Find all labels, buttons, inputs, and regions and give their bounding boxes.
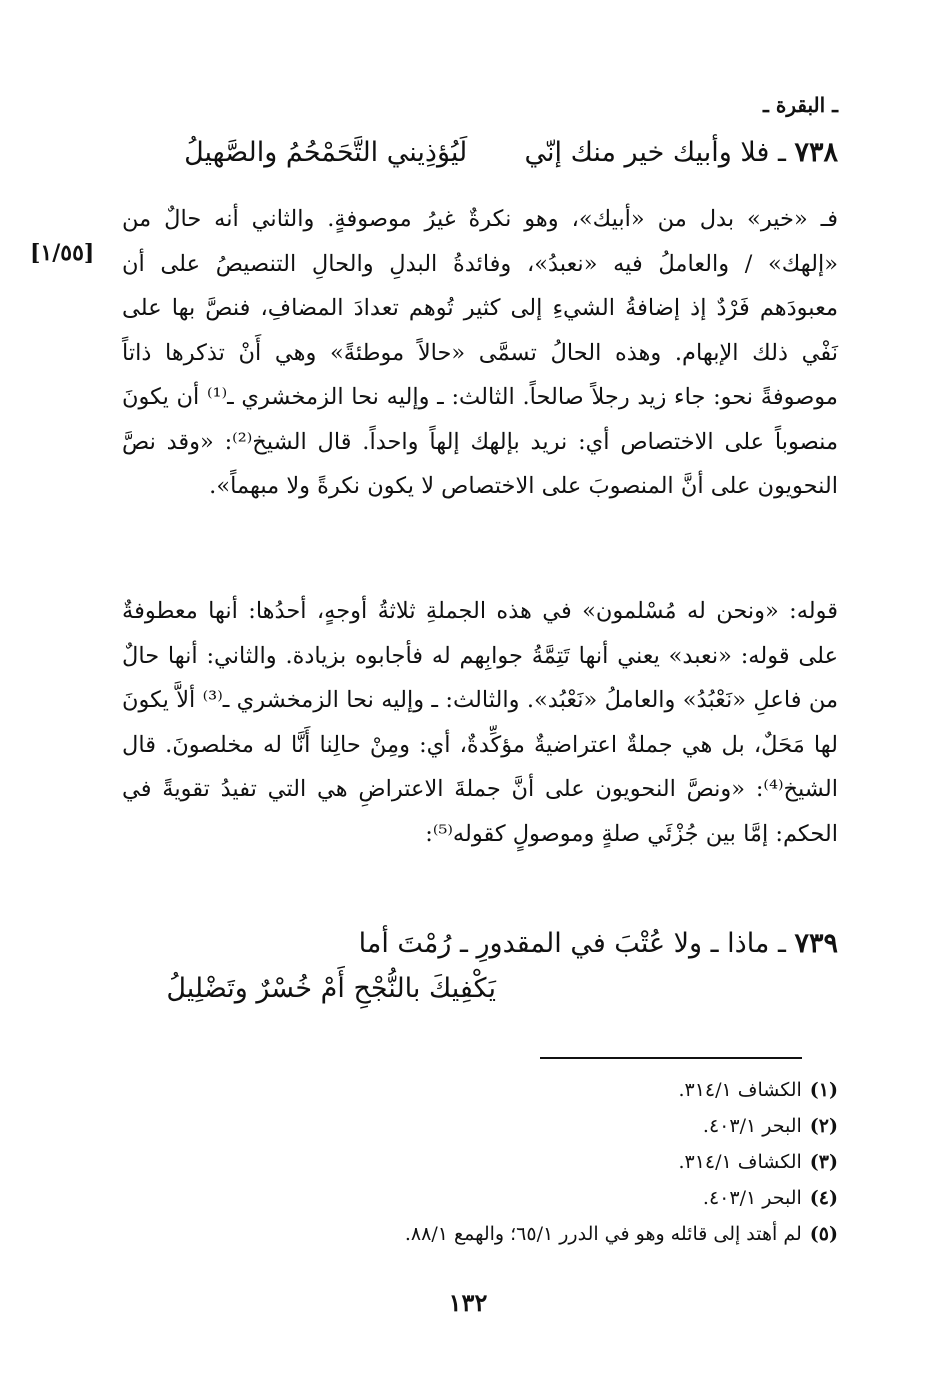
verse-739-first-line — [359, 928, 838, 959]
verse-738 — [184, 137, 838, 168]
verse-number: ٧٣٨ — [794, 137, 838, 168]
verse-second-half: لَيُؤذِيني التَّحَمْحُمُ والصَّهيلُ — [184, 137, 468, 168]
running-header: ـ البقرة ـ — [763, 93, 838, 117]
verse-739-second-line: يَكْفِيكَ بالنُّجْحِ أَمْ خُسْرٌ وتَضْلِيلُ — [166, 973, 496, 1004]
footnote-separator — [540, 1057, 802, 1059]
footnote-item: (٢)البحر ٤٠٣/١. — [702, 1115, 838, 1137]
page-number: ١٣٢ — [448, 1288, 488, 1317]
paragraph-1: فـ «خير» بدل من «أبيك»، وهو نكرةٌ غيرُ موصوفةٍ. والثاني أنه حالٌ من «إلهك» / والعاملُ فيه «نعبدُ»، وفائدةُ البدلِ والحالِ التنصيصُ على أن معبودَهم فَرْدٌ إذ إضافةُ الشيءِ إلى كثير تُوهم تعدادَ المضافِ، فنصَّ بها على نَفْي ذلك الإبهام. وهذه الحالُ تسمَّى «حالاً موطئةً» وهي أَنْ تذكرها ذاتاً موصوفةً نحو: جاء زيد رجلاً صالحاً. الثالث: ـ وإليه نحا الزمخشري ـ⁽¹⁾ أن يكونَ منصوباً على الاختصاص أي: نريد بإلهك إلهاً واحداً. قال الشيخ⁽²⁾: «وقد نصَّ النحويون على أنَّ المنصوبَ على الاختصاص لا يكون نكرةً ولا مبهماً». — [122, 206, 838, 499]
margin-folio-reference: [١/٥٥] — [30, 240, 95, 266]
verse-first-half: ـ ماذا ـ ولا عُتْبَ في المقدورِ ـ رُمْتَ أما — [358, 928, 786, 959]
verse-number: ٧٣٩ — [794, 928, 838, 959]
footnote-item: (٤)البحر ٤٠٣/١. — [702, 1187, 838, 1209]
footnote-item: (٥)لم أهتد إلى قائله وهو في الدرر ٦٥/١؛ والهمع ٨٨/١. — [404, 1223, 838, 1245]
footnote-item: (١)الكشاف ٣١٤/١. — [678, 1079, 838, 1101]
verse-first-half: ـ فلا وأبيك خير منك إنّي — [524, 137, 786, 168]
footnotes — [138, 1072, 838, 1252]
footnote-item: (٣)الكشاف ٣١٤/١. — [678, 1151, 838, 1173]
paragraph-2: قوله: «ونحن له مُسْلمون» في هذه الجملةِ ثلاثةُ أوجهٍ، أحدُها: أنها معطوفةٌ على قوله: «نعبد» يعني أنها تَتِمَّةُ جوابِهم له فأجابوه بزيادة. والثاني: أنها حالٌ من فاعلِ «نَعْبُدُ» والعاملُ «نَعْبُد». والثالث: ـ وإليه نحا الزمخشري ـ⁽³⁾ ألاَّ يكونَ لها مَحَلٌ، بل هي جملةٌ اعتراضيةٌ مؤكِّدةٌ، أي: ومِنْ حالِنا أَنَّا له مخلصونَ. قال الشيخ⁽⁴⁾: «ونصَّ النحويون على أنَّ جملةَ الاعتراضِ هي التي تفيدُ تقويةً في الحكم: إمَّا بين جُزْئَي صلةٍ وموصولٍ كقوله⁽⁵⁾: — [122, 598, 839, 847]
